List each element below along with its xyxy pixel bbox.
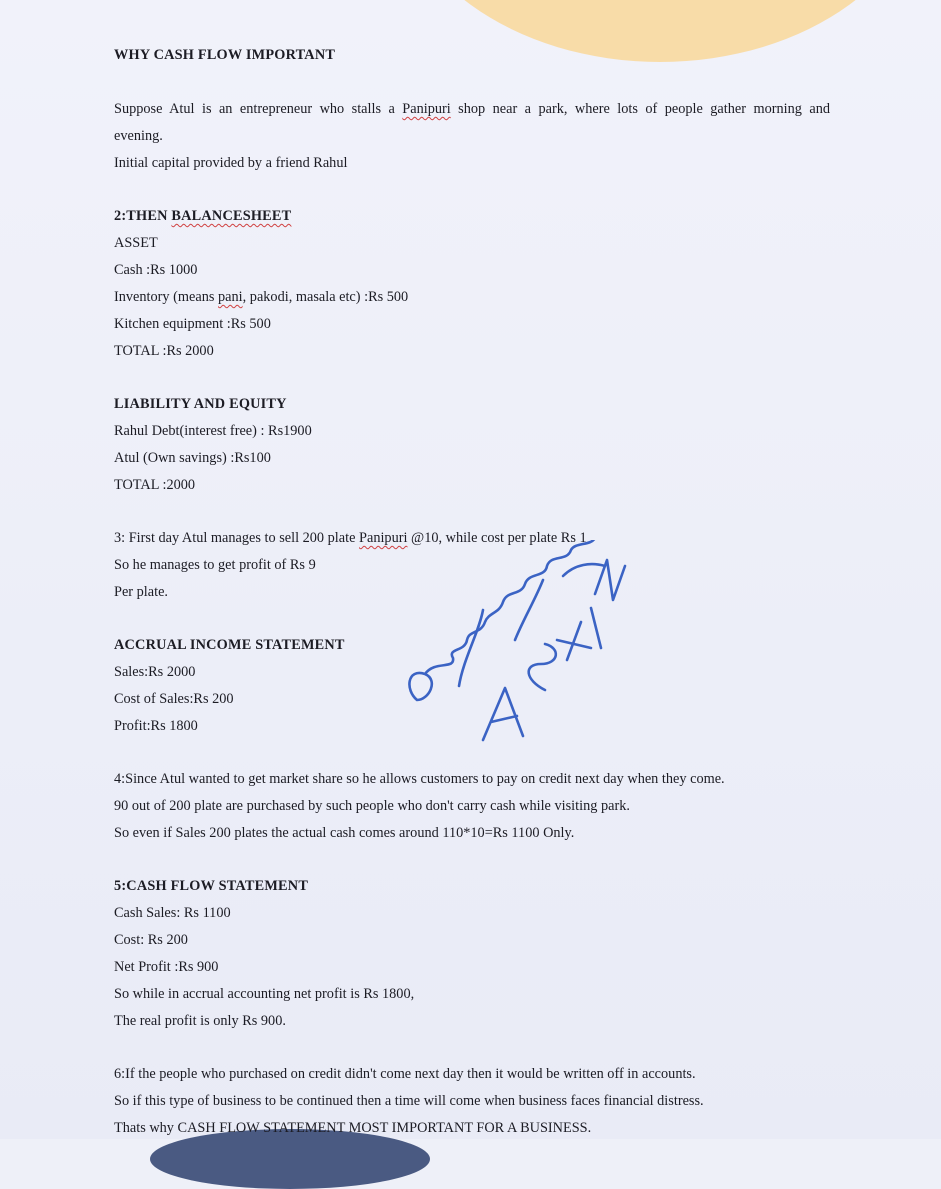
cash-flow-heading: 5:CASH FLOW STATEMENT	[114, 878, 309, 894]
asset-inventory: Inventory (means pani, pakodi, masala etc) :Rs 500	[114, 289, 409, 305]
accrual-cost: Cost of Sales:Rs 200	[114, 691, 234, 707]
intro-line-3: Initial capital provided by a friend Rahul	[114, 155, 348, 171]
credit-line-3: So even if Sales 200 plates the actual cash comes around 110*10=Rs 1100 Only.	[114, 825, 575, 841]
document-title: WHY CASH FLOW IMPORTANT	[114, 47, 336, 63]
cash-flow-line-4: So while in accrual accounting net profit is Rs 1800,	[114, 986, 415, 1002]
decorative-top-circle	[392, 0, 928, 62]
credit-line-2: 90 out of 200 plate are purchased by such people who don't carry cash while visiting park.	[114, 798, 630, 814]
asset-cash: Cash :Rs 1000	[114, 262, 198, 278]
first-day-line-2: So he manages to get profit of Rs 9	[114, 557, 316, 573]
conclusion-line-1: 6:If the people who purchased on credit didn't come next day then it would be written off in accounts.	[114, 1066, 696, 1082]
asset-equipment: Kitchen equipment :Rs 500	[114, 316, 271, 332]
asset-total: TOTAL :Rs 2000	[114, 343, 214, 359]
conclusion-line-3: Thats why CASH FLOW STATEMENT MOST IMPORTANT FOR A BUSINESS.	[114, 1120, 592, 1136]
first-day-line-3: Per plate.	[114, 584, 168, 600]
credit-line-1: 4:Since Atul wanted to get market share so he allows customers to pay on credit next day when they come.	[114, 771, 725, 787]
spellcheck-word: Panipuri	[359, 530, 408, 546]
cash-flow-line-5: The real profit is only Rs 900.	[114, 1013, 286, 1029]
asset-label: ASSET	[114, 235, 158, 251]
accrual-heading: ACCRUAL INCOME STATEMENT	[114, 637, 345, 653]
intro-line-1: Suppose Atul is an entrepreneur who stalls a Panipuri shop near a park, where lots of people gather morning and	[114, 101, 830, 117]
decorative-bottom-shape	[150, 1129, 430, 1189]
balance-sheet-heading: 2:THEN BALANCESHEET	[114, 208, 292, 224]
accrual-sales: Sales:Rs 2000	[114, 664, 196, 680]
handwritten-signature	[395, 540, 635, 760]
spellcheck-word: BALANCESHEET	[171, 208, 292, 224]
intro-line-2: evening.	[114, 128, 163, 144]
cash-flow-cost: Cost: Rs 200	[114, 932, 188, 948]
spellcheck-word: pani	[218, 289, 243, 305]
liability-heading: LIABILITY AND EQUITY	[114, 396, 287, 412]
conclusion-line-2: So if this type of business to be continued then a time will come when business faces financial distress.	[114, 1093, 704, 1109]
liability-atul: Atul (Own savings) :Rs100	[114, 450, 271, 466]
liability-rahul: Rahul Debt(interest free) : Rs1900	[114, 423, 312, 439]
accrual-profit: Profit:Rs 1800	[114, 718, 198, 734]
cash-flow-net-profit: Net Profit :Rs 900	[114, 959, 219, 975]
liability-total: TOTAL :2000	[114, 477, 196, 493]
spellcheck-word: Panipuri	[402, 101, 451, 117]
cash-flow-sales: Cash Sales: Rs 1100	[114, 905, 231, 921]
first-day-line-1: 3: First day Atul manages to sell 200 plate Panipuri @10, while cost per plate Rs 1	[114, 530, 587, 546]
